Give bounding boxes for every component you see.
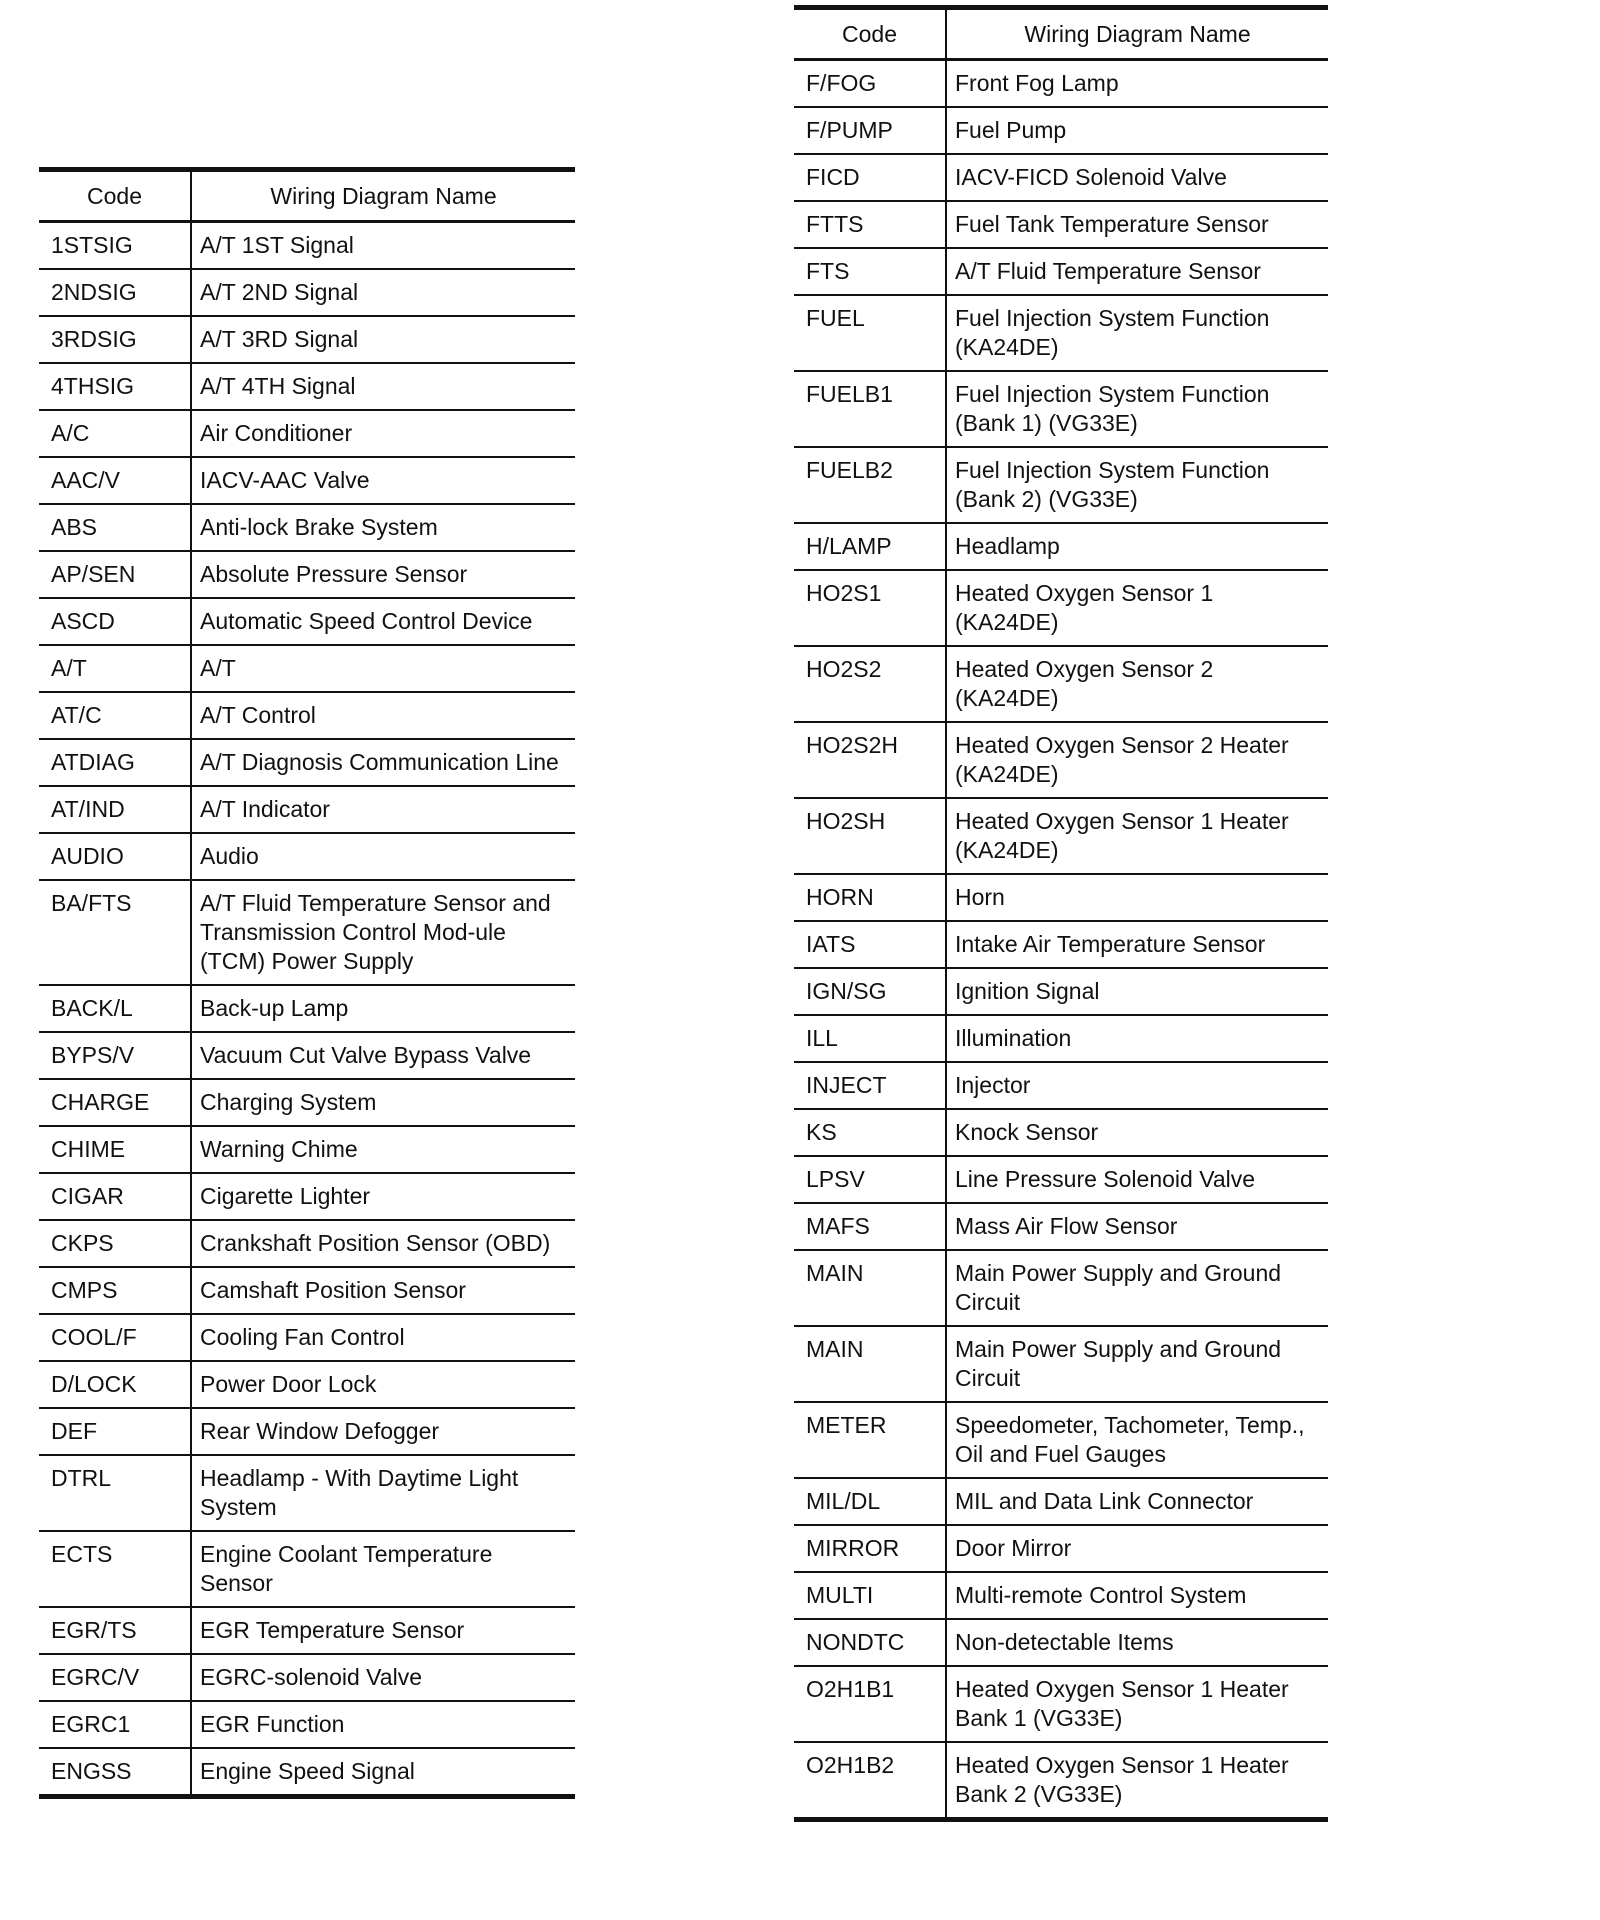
table-row [794, 107, 1328, 154]
code-cell: A/T [39, 645, 191, 692]
code-cell: METER [794, 1402, 946, 1478]
wiring-diagram-name-cell: Rear Window Defogger [191, 1408, 575, 1455]
wiring-diagram-name-cell: Heated Oxygen Sensor 1 (KA24DE) [946, 570, 1328, 646]
code-cell: CIGAR [39, 1173, 191, 1220]
code-cell: AP/SEN [39, 551, 191, 598]
table-row [39, 1361, 575, 1408]
wiring-diagram-name-cell: Camshaft Position Sensor [191, 1267, 575, 1314]
table-row [39, 222, 575, 270]
wiring-diagram-name-cell: Horn [946, 874, 1328, 921]
code-cell: LPSV [794, 1156, 946, 1203]
table-row [39, 504, 575, 551]
code-cell: COOL/F [39, 1314, 191, 1361]
wiring-diagram-name-cell: Vacuum Cut Valve Bypass Valve [191, 1032, 575, 1079]
table-row [39, 1654, 575, 1701]
code-cell: AUDIO [39, 833, 191, 880]
code-header: Code [39, 170, 191, 222]
name-header: Wiring Diagram Name [946, 8, 1328, 60]
wiring-diagram-name-cell: Heated Oxygen Sensor 2 Heater (KA24DE) [946, 722, 1328, 798]
code-cell: INJECT [794, 1062, 946, 1109]
table-row [39, 1408, 575, 1455]
code-cell: ABS [39, 504, 191, 551]
wiring-diagram-name-cell: A/T 4TH Signal [191, 363, 575, 410]
code-cell: F/PUMP [794, 107, 946, 154]
code-table-right [794, 5, 1328, 1822]
wiring-diagram-name-cell: Multi-remote Control System [946, 1572, 1328, 1619]
wiring-diagram-name-cell: Fuel Pump [946, 107, 1328, 154]
code-cell: FUEL [794, 295, 946, 371]
code-cell: BA/FTS [39, 880, 191, 985]
code-cell: ECTS [39, 1531, 191, 1607]
code-cell: HO2S2 [794, 646, 946, 722]
code-cell: IGN/SG [794, 968, 946, 1015]
wiring-diagram-name-cell: Engine Speed Signal [200, 1758, 415, 1784]
wiring-diagram-name-cell: Audio [191, 833, 575, 880]
wiring-diagram-name-cell: Crankshaft Position Sensor (OBD) [191, 1220, 575, 1267]
code-cell: FICD [794, 154, 946, 201]
table-row [39, 1032, 575, 1079]
table-row [39, 1220, 575, 1267]
code-cell: EGRC1 [39, 1701, 191, 1748]
wiring-diagram-name-cell: Absolute Pressure Sensor [191, 551, 575, 598]
wiring-diagram-name-cell: Fuel Injection System Function (Bank 2) (VG33E) [946, 447, 1328, 523]
wiring-diagram-name-cell: Fuel Injection System Function (KA24DE) [946, 295, 1328, 371]
code-cell: CKPS [39, 1220, 191, 1267]
table-row [794, 1572, 1328, 1619]
wiring-diagram-name-cell: Front Fog Lamp [946, 60, 1328, 108]
table-row [794, 371, 1328, 447]
table-row [794, 921, 1328, 968]
wiring-diagram-name-cell: A/T 3RD Signal [191, 316, 575, 363]
table-row [39, 1531, 575, 1607]
table-row [39, 363, 575, 410]
table-row [794, 1109, 1328, 1156]
wiring-diagram-name-cell: A/T 2ND Signal [191, 269, 575, 316]
code-cell: AAC/V [39, 457, 191, 504]
table-body [794, 60, 1328, 1820]
table-row [39, 833, 575, 880]
code-cell: FUELB1 [794, 371, 946, 447]
wiring-diagram-name-cell: Intake Air Temperature Sensor [946, 921, 1328, 968]
wiring-diagram-name-cell: Power Door Lock [191, 1361, 575, 1408]
wiring-diagram-name-cell: Cigarette Lighter [191, 1173, 575, 1220]
table-row [39, 316, 575, 363]
wiring-diagram-name-cell: A/T 1ST Signal [191, 222, 575, 270]
wiring-diagram-name-cell: A/T Fluid Temperature Sensor [946, 248, 1328, 295]
code-cell: AT/IND [39, 786, 191, 833]
code-cell: FTS [794, 248, 946, 295]
wiring-diagram-name-cell: Automatic Speed Control Device [191, 598, 575, 645]
wiring-diagram-name-cell: Main Power Supply and Ground Circuit [946, 1250, 1328, 1326]
code-cell: BYPS/V [39, 1032, 191, 1079]
code-table-left [39, 167, 575, 1799]
wiring-diagram-name-cell: A/T Diagnosis Communication Line [191, 739, 575, 786]
code-header: Code [794, 8, 946, 60]
table-row [794, 1326, 1328, 1402]
code-cell: DTRL [39, 1455, 191, 1531]
table-row [794, 447, 1328, 523]
table-row [39, 1455, 575, 1531]
code-cell: BACK/L [39, 985, 191, 1032]
table-row [39, 1079, 575, 1126]
code-cell: H/LAMP [794, 523, 946, 570]
code-cell: MIL/DL [794, 1478, 946, 1525]
header-row [794, 8, 1328, 60]
table-row [39, 985, 575, 1032]
wiring-diagram-name-cell: Fuel Tank Temperature Sensor [946, 201, 1328, 248]
table-row [794, 1203, 1328, 1250]
code-cell: FUELB2 [794, 447, 946, 523]
code-cell: O2H1B1 [794, 1666, 946, 1742]
table-row [39, 1701, 575, 1748]
table-row [39, 1173, 575, 1220]
table-row [39, 598, 575, 645]
table-row [39, 269, 575, 316]
wiring-diagram-name-cell: Main Power Supply and Ground Circuit [946, 1326, 1328, 1402]
table-row [794, 798, 1328, 874]
code-cell: IATS [794, 921, 946, 968]
code-cell: 2NDSIG [39, 269, 191, 316]
table-row [794, 570, 1328, 646]
wiring-diagram-name-cell: Engine Coolant Temperature Sensor [191, 1531, 575, 1607]
table-row [794, 1250, 1328, 1326]
table-row [39, 1314, 575, 1361]
wiring-diagram-name-cell: Air Conditioner [191, 410, 575, 457]
wiring-diagram-name-cell: EGR Function [191, 1701, 575, 1748]
table-row [39, 880, 575, 985]
code-cell: AT/C [39, 692, 191, 739]
code-cell: NONDTC [794, 1619, 946, 1666]
wiring-diagram-name-cell: Charging System [191, 1079, 575, 1126]
table-row [39, 1126, 575, 1173]
wiring-diagram-name-cell: Injector [946, 1062, 1328, 1109]
wiring-diagram-name-cell: Fuel Injection System Function (Bank 1) (VG33E) [946, 371, 1328, 447]
wiring-diagram-name-cell: Headlamp - With Daytime Light System [191, 1455, 575, 1531]
table-row [39, 1267, 575, 1314]
code-cell: MIRROR [794, 1525, 946, 1572]
code-cell: 4THSIG [39, 363, 191, 410]
wiring-diagram-name-cell: EGRC-solenoid Valve [191, 1654, 575, 1701]
wiring-diagram-name-cell: Headlamp [946, 523, 1328, 570]
code-cell: HO2S1 [794, 570, 946, 646]
code-cell: EGRC/V [39, 1654, 191, 1701]
code-cell: MAFS [794, 1203, 946, 1250]
wiring-diagram-name-cell: MIL and Data Link Connector [946, 1478, 1328, 1525]
table-row [794, 646, 1328, 722]
wiring-diagram-name-cell: A/T Indicator [191, 786, 575, 833]
table-row [39, 786, 575, 833]
wiring-diagram-name-cell: IACV-FICD Solenoid Valve [946, 154, 1328, 201]
table-row [39, 410, 575, 457]
table-row [39, 645, 575, 692]
table-row [794, 722, 1328, 798]
table-row [794, 248, 1328, 295]
code-cell: CMPS [39, 1267, 191, 1314]
table-body [39, 222, 575, 1797]
wiring-diagram-name-cell: IACV-AAC Valve [191, 457, 575, 504]
table-row [794, 1742, 1328, 1820]
table-row [794, 154, 1328, 201]
code-cell: D/LOCK [39, 1361, 191, 1408]
wiring-diagram-name-cell: Mass Air Flow Sensor [946, 1203, 1328, 1250]
wiring-diagram-name-cell: Door Mirror [946, 1525, 1328, 1572]
wiring-diagram-name-cell: Heated Oxygen Sensor 1 Heater (KA24DE) [946, 798, 1328, 874]
code-cell: ATDIAG [39, 739, 191, 786]
table-row [794, 968, 1328, 1015]
table-row [794, 1156, 1328, 1203]
table-row [794, 1015, 1328, 1062]
code-cell: MAIN [794, 1326, 946, 1402]
wiring-diagram-name-cell: Anti-lock Brake System [191, 504, 575, 551]
table-row [794, 1402, 1328, 1478]
wiring-diagram-name-cell: A/T Fluid Temperature Sensor and Transmission Control Mod-ule (TCM) Power Supply [191, 880, 575, 985]
wiring-diagram-name-cell: Speedometer, Tachometer, Temp., Oil and Fuel Gauges [946, 1402, 1328, 1478]
code-cell: CHARGE [39, 1079, 191, 1126]
wiring-diagram-name-cell: Warning Chime [191, 1126, 575, 1173]
wiring-diagram-name-cell: Ignition Signal [946, 968, 1328, 1015]
code-cell: 1STSIG [39, 222, 191, 270]
table-row [794, 1478, 1328, 1525]
table-row [794, 60, 1328, 108]
code-cell: MULTI [794, 1572, 946, 1619]
table-row [39, 1607, 575, 1654]
code-cell: CHIME [39, 1126, 191, 1173]
code-cell: F/FOG [794, 60, 946, 108]
wiring-diagram-name-cell: Heated Oxygen Sensor 2 (KA24DE) [946, 646, 1328, 722]
table-row [39, 551, 575, 598]
table-row [794, 1619, 1328, 1666]
table-row [794, 1062, 1328, 1109]
code-cell: DEF [39, 1408, 191, 1455]
table-row [39, 739, 575, 786]
table-row [794, 523, 1328, 570]
wiring-diagram-name-cell: EGR Temperature Sensor [191, 1607, 575, 1654]
table-row [794, 1666, 1328, 1742]
name-header: Wiring Diagram Name [191, 170, 575, 222]
code-cell: HO2SH [794, 798, 946, 874]
header-row [39, 170, 575, 222]
table-row [39, 1748, 575, 1797]
code-cell: ASCD [39, 598, 191, 645]
code-cell: MAIN [794, 1250, 946, 1326]
table-row [794, 295, 1328, 371]
wiring-diagram-name-cell: Cooling Fan Control [191, 1314, 575, 1361]
code-cell: A/C [39, 410, 191, 457]
table-row [39, 692, 575, 739]
wiring-diagram-name-cell: Knock Sensor [946, 1109, 1328, 1156]
code-cell: KS [794, 1109, 946, 1156]
wiring-diagram-name-cell: Line Pressure Solenoid Valve [946, 1156, 1328, 1203]
wiring-diagram-name-cell: Heated Oxygen Sensor 1 Heater Bank 1 (VG33E) [946, 1666, 1328, 1742]
code-cell: O2H1B2 [794, 1742, 946, 1820]
code-cell: 3RDSIG [39, 316, 191, 363]
code-cell: HORN [794, 874, 946, 921]
code-cell: ILL [794, 1015, 946, 1062]
table-row [39, 457, 575, 504]
code-cell: EGR/TS [39, 1607, 191, 1654]
code-cell: HO2S2H [794, 722, 946, 798]
code-cell: FTTS [794, 201, 946, 248]
wiring-diagram-name-cell: A/T [191, 645, 575, 692]
wiring-diagram-name-cell: A/T Control [191, 692, 575, 739]
wiring-diagram-name-cell: Illumination [946, 1015, 1328, 1062]
code-cell: ENGSS [39, 1748, 191, 1797]
wiring-diagram-name-cell: Back-up Lamp [191, 985, 575, 1032]
table-row [794, 201, 1328, 248]
table-row [794, 874, 1328, 921]
wiring-diagram-name-cell: Non-detectable Items [946, 1619, 1328, 1666]
table-row [794, 1525, 1328, 1572]
wiring-diagram-name-cell: Heated Oxygen Sensor 1 Heater Bank 2 (VG33E) [955, 1752, 1289, 1807]
